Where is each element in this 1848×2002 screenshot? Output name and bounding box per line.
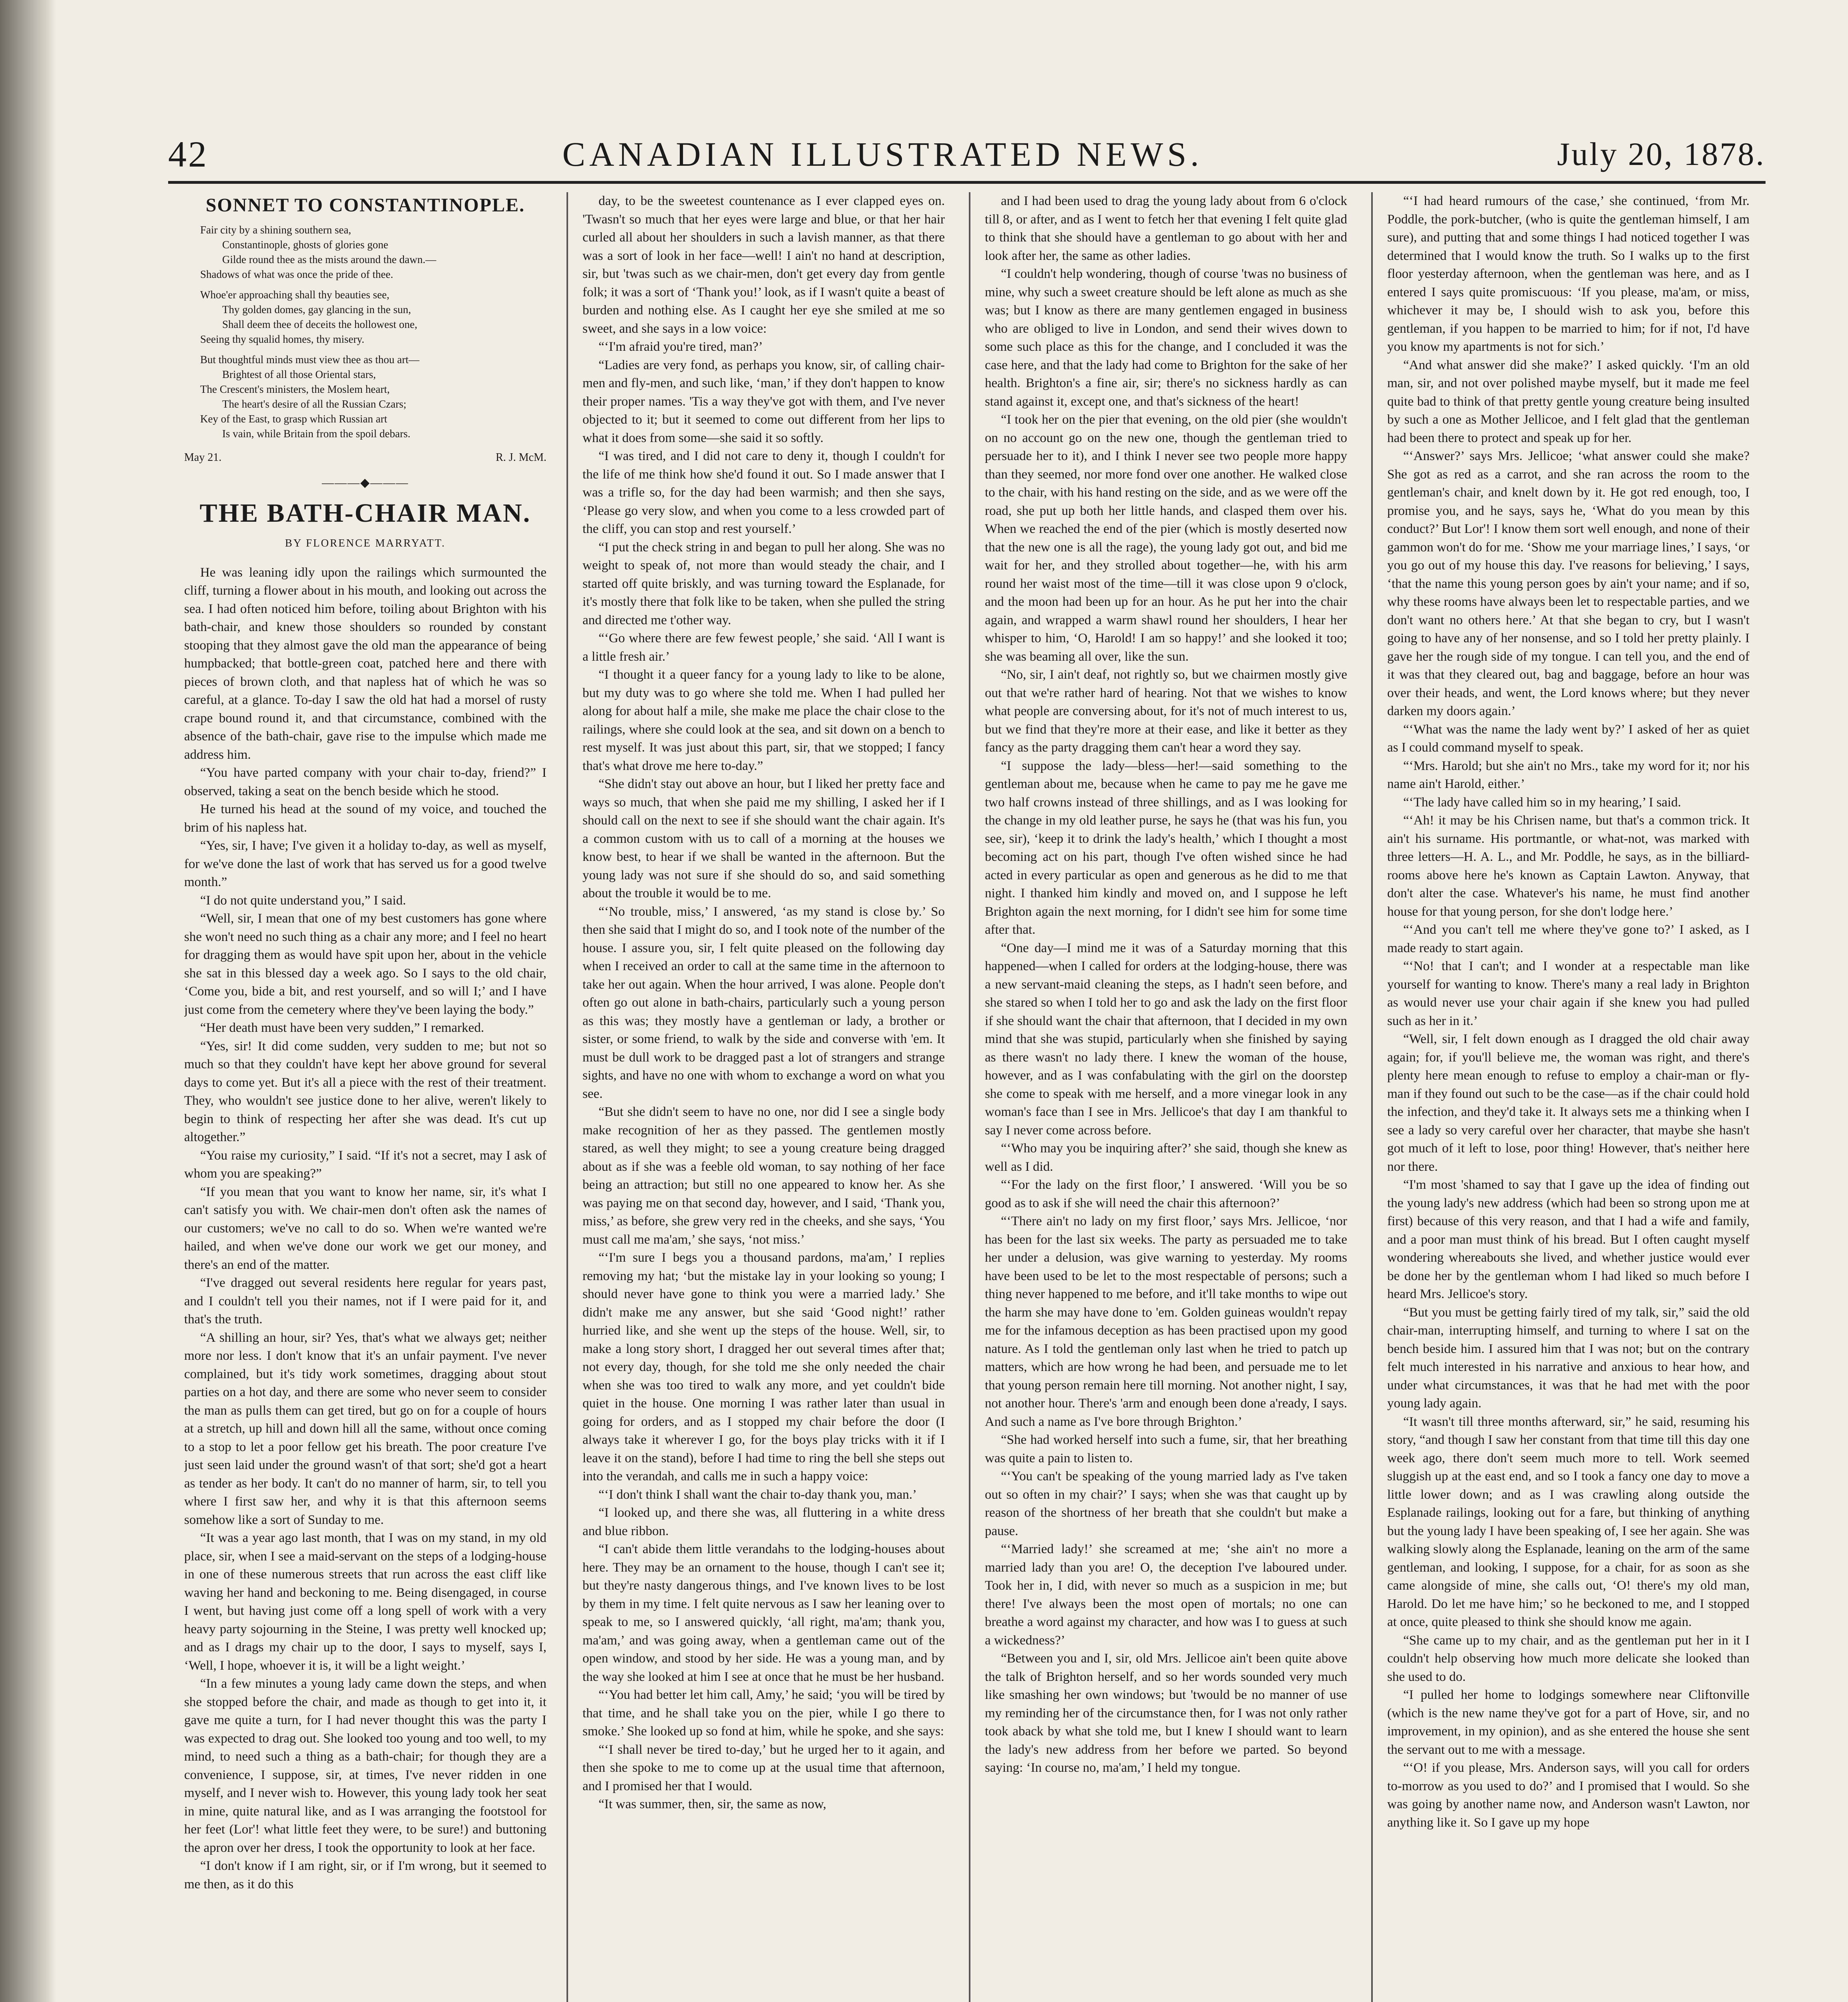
paragraph: “She came up to my chair, and as the gentleman put her in it I couldn't help observing how much more delicate she looked than she used to do. [1387, 1633, 1750, 1684]
paragraph: “I took her on the pier that evening, on the old pier (she wouldn't on no account go on the new one, though the gentleman tried to persuade her to it), and I think I never see two people more happy than they seemed, nor more fond over one another. He walked close to the chair, with his hand resting on the side, and as we were off the road, she put up both her little hands, and clasped them over his. When we reached the end of the pier (which is mostly deserted now that the new one is all the rage), the young lady got out, and bid me wait for her, and they strolled about together—he, with his arm round her waist most of the time—till it was close upon 9 o'clock, and the moon had been up for an hour. As he put her into the chair again, and wrapped a warm shawl round her shoulders, I hear her whisper to him, ‘O, Harold! I am so happy!’ and she looked it too; she was beaming all over, like the sun. [985, 412, 1347, 664]
publication-title: CANADIAN ILLUSTRATED NEWS. [562, 135, 1203, 173]
page-number: 42 [168, 134, 208, 175]
paragraph: He turned his head at the sound of my voice, and touched the brim of his napless hat. [184, 802, 546, 835]
paragraph: “‘No trouble, miss,’ I answered, ‘as my stand is close by.’ So then she said that I might do so, and I took note of the number of the house. I assure you, sir, I felt quite pleased on the following day when I received an order to call at the same time in the afternoon to take her out again. When the hour arrived, I was alone. People don't often go out alone in bath-chairs, particularly such a young person as this was; they mostly have a gentleman or lady, a brother or sister, or some friend, to walk by the side and converse with 'em. It must be dull work to be dragged past a lot of strangers and strange sights, and have no one with whom to exchange a word on what you see. [583, 904, 945, 1101]
paragraph: “I'm most 'shamed to say that I gave up the idea of finding out the young lady's new address (which had been so strong upon me at first) because of this very reason, and that I had a wife and family, and a poor man must think of his bread. But I often caught myself wondering whereabouts she lived, and whether justice would ever be done her by the gentleman whom I had liked so much before I heard Mrs. Jellicoe's story. [1387, 1178, 1750, 1301]
paragraph: “I was tired, and I did not care to deny it, though I couldn't for the life of me think how she'd found it out. So I made answer that I was a trifle so, for the day had been warmish; and then she says, ‘Please go very slow, and when you come to a less crowded part of the cliff, you can stop and rest yourself.’ [583, 449, 945, 536]
paragraph: “I put the check string in and began to pull her along. She was no weight to speak of, not more than would steady the chair, and I started off quite briskly, and was turning toward the Esplanade, for it's mostly there that folk like to be taken, when she pulled the string and directed me t'other way. [583, 540, 945, 627]
poem-line: Brightest of all those Oriental stars, [222, 368, 376, 380]
paragraph: “She didn't stay out above an hour, but I liked her pretty face and ways so much, that when she paid me my shilling, I asked her if I should call on the next to see if she should want the chair again. It's a common custom with us to call of a morning at the houses we know best, to hear if we shall be wanted in the afternoon. But the young lady was not sure if she should do so, and said something about the trouble it would be to me. [583, 777, 945, 900]
paragraph: “Between you and I, sir, old Mrs. Jellicoe ain't been quite above the talk of Brighton herself, and so her words sounded very much like smashing her own windows; but 'twould be no manner of use my reminding her of the circumstance then, for I was not only rather took aback by what she told me, but I knew I should want to learn the lady's new address from her before we parted. So beyond saying: ‘In course no, ma'am,’ I held my tongue. [985, 1651, 1347, 1775]
poem-line: Seeing thy squalid homes, thy misery. [200, 333, 364, 345]
paragraph: “And what answer did she make?’ I asked quickly. ‘I'm an old man, sir, and not over polished maybe myself, but it made me feel quite bad to think of that pretty gentle young creature being insulted by such a one as Mother Jellicoe, and I felt glad that the gentleman had been there to protect and speak up for her. [1387, 358, 1750, 445]
poem-line: But thoughtful minds must view thee as thou art— [200, 353, 420, 366]
paragraph: “No, sir, I ain't deaf, not rightly so, but we chairmen mostly give out that we're rather hard of hearing. Not that we wishes to know what people are conversing about, for it's not of much interest to us, but we find that they're more at their ease, and like it better as they fancy as the party dragging them can't hear a word they say. [985, 667, 1347, 755]
paragraph: “‘There ain't no lady on my first floor,’ says Mrs. Jellicoe, ‘nor has been for the last six weeks. The party as persuaded me to take her under a delusion, was give warning to yesterday. My rooms have been used to be let to the most respectable of persons; such a thing never happened to me before, and it'll take months to wipe out the harm she may have done to 'em. Golden guineas wouldn't repay me for the infamous deception as has been practised upon my good nature. As I told the gentleman only last when he tried to patch up matters, which are how wrong he had been, and persuade me to let that young person remain here till morning. Not another night, I say, not another hour. There's 'arm and enough been done a'ready, I says. And such a name as I've bore through Brighton.’ [985, 1214, 1347, 1429]
paragraph: “‘Answer?’ says Mrs. Jellicoe; ‘what answer could she make? She got as red as a carrot, and she ran across the room to the gentleman's chair, and knelt down by it. He got red enough, too, I promise you, and he says, says he, ‘What do you mean by this conduct?’ But Lor'! I know them sort well enough, and none of their gammon won't do for me. ‘Show me your marriage lines,’ I says, ‘or you go out of my house this day. I've reasons for believing,’ I says, ‘that the name this young person goes by ain't your name; and if so, why these rooms have always been let to respectable parties, and we don't want no others here.’ At that she began to cry, but I wasn't going to have any of her nonsense, and so I told her pretty plainly. I gave her the rough side of my tongue. I can tell you, and the end of it was that they cleared out, bag and baggage, before an hour was over their heads, and went, the Lord knows where; but they never darken my doors again.’ [1387, 449, 1750, 718]
paragraph: and I had been used to drag the young lady about from 6 o'clock till 8, or after, and as I went to fetch her that evening I felt quite glad to think that she should have a gentleman to go about with her and look after her, the same as other ladies. [985, 194, 1347, 263]
column-2 [583, 192, 945, 2002]
paragraph: “Well, sir, I mean that one of my best customers has gone where she won't need no such thing as a chair any more; and I feel no heart for dragging them as would have spit upon her, about in the vehicle she sat in this blessed day a week ago. So I says to the old chair, ‘Come you, bide a bit, and rest yourself, and so will I;’ and I have just come from the cemetery where they've been laying the body.” [184, 911, 546, 1017]
paragraph: “‘Married lady!’ she screamed at me; ‘she ain't no more a married lady than you are! O, the deception I've laboured under. Took her in, I did, with never so much as a suspicion in me; but there! I've always been the most open of mortals; no one can breathe a word against my character, and how was I to guess at such a wickedness?’ [985, 1542, 1347, 1648]
column-4 [1387, 192, 1750, 2002]
section-divider: ———◆——— [321, 476, 409, 489]
paragraph: day, to be the sweetest countenance as I ever clapped eyes on. 'Twasn't so much that her eyes were large and blue, or that her hair curled all about her shoulders in such a lavish manner, as that there was a sort of look in her face—well! I ain't no hand at description, sir, but 'twas such as we chair-men, don't get every day from gentle folk; it was a sort of ‘Thank you!’ look, as if I wasn't quite a beast of burden and nothing else. As I caught her eye she smiled at me so sweet, and she says in a low voice: [583, 194, 945, 336]
header-rule [168, 181, 1766, 184]
column-1-body [184, 564, 546, 1894]
paragraph: “I've dragged out several residents here regular for years past, and I couldn't tell you their names, not if I were paid for it, and that's the truth. [184, 1276, 546, 1327]
paragraph: “Yes, sir! It did come sudden, very sudden to me; but not so much so that they couldn't have kept her above ground for several days to come yet. But it's all a piece with the rest of their treatment. They, who wouldn't see justice done to her alive, weren't likely to begin to think of respecting her after she was dead. It's cut up altogether.” [184, 1039, 546, 1144]
paragraph: “You have parted company with your chair to-day, friend?” I observed, taking a seat on the bench beside which he stood. [184, 766, 546, 798]
poem-line: The heart's desire of all the Russian Czars; [222, 398, 406, 410]
paragraph: “Yes, sir, I have; I've given it a holiday to-day, as well as myself, for we've done the last of work that has served us for a good twelve month.” [184, 838, 546, 889]
paragraph: “A shilling an hour, sir? Yes, that's what we always get; neither more nor less. I don't know that it's an unfair payment. I've never complained, but it's tidy work sometimes, dragging about stout parties on a hot day, and there are some who never seem to consider the man as pulls them can get tired, but go on for a couple of hours at a stretch, up hill and down hill all the same, without once coming to a stop to let a poor fellow get his breath. The poor creature I've just seen laid under the ground wasn't of that sort; she'd got a heart as tender as her body. It can't do no manner of harm, sir, to tell you where I first saw her, and why it is that this afternoon seems somehow like a sort of Sunday to me. [184, 1330, 546, 1527]
column-rule [969, 192, 970, 2002]
issue-date: July 20, 1878. [1557, 136, 1766, 172]
paragraph: “I can't abide them little verandahs to the lodging-houses about here. They may be an ornament to the house, though I can't see it; but they're nasty dangerous things, and I've known lives to be lost by them in my time. I felt quite nervous as I saw her leaning over to speak to me, so I answered quickly, ‘all right, ma'am; thank you, ma'am,’ and was going away, when a gentleman came out of the open window, and stood by her side. He was a young man, and by the way she looked at him I see at once that he must be her husband. [583, 1542, 945, 1684]
paragraph: “If you mean that you want to know her name, sir, it's what I can't satisfy you with. We chair-men don't often ask the names of our customers; we've no call to do so. When we're wanted we're hailed, and when we've done our work we get our money, and there's an end of the matter. [184, 1184, 546, 1272]
column-rule [1371, 192, 1373, 2002]
column-3-body [985, 192, 1347, 1777]
poem-line: Whoe'er approaching shall thy beauties see, [200, 288, 390, 301]
sonnet-author: R. J. McM. [496, 451, 546, 464]
masthead [168, 132, 1766, 176]
sonnet-title: SONNET TO CONSTANTINOPLE. [205, 195, 525, 216]
paragraph: “She had worked herself into such a fume, sir, that her breathing was quite a pain to listen to. [985, 1433, 1347, 1465]
paragraph: “I looked up, and there she was, all fluttering in a white dress and blue ribbon. [583, 1506, 945, 1538]
poem-line: Thy golden domes, gay glancing in the sun, [222, 303, 411, 316]
poem-line: Shadows of what was once the pride of thee. [200, 268, 394, 280]
sonnet-signature [184, 448, 546, 467]
paragraph: “‘Mrs. Harold; but she ain't no Mrs., take my word for it; nor his name ain't Harold, either.’ [1387, 758, 1750, 791]
paragraph: “‘For the lady on the first floor,’ I answered. ‘Will you be so good as to ask if she will need the chair this afternoon?’ [985, 1178, 1347, 1210]
story-title: THE BATH-CHAIR MAN. [199, 498, 531, 528]
column-1 [184, 192, 546, 2002]
paragraph: “‘O! if you please, Mrs. Anderson says, will you call for orders to-morrow as you used to do?’ and I promised that I would. So she was going by another name now, and Anderson wasn't Lawton, nor anything like it. So I gave up my hope [1387, 1761, 1750, 1830]
paragraph: “Ladies are very fond, as perhaps you know, sir, of calling chair-men and fly-men, and such like, ‘man,’ if they don't happen to know their proper names. 'Tis a way they've got with them, and I've never objected to it; but it seemed to come out different from her lips to what it does from some—she said it so softly. [583, 358, 945, 445]
paragraph: “‘Go where there are few fewest people,’ she said. ‘All I want is a little fresh air.’ [583, 631, 945, 664]
paragraph: “‘I'm afraid you're tired, man?’ [599, 340, 763, 354]
column-rule [566, 192, 568, 2002]
paragraph: “I thought it a queer fancy for a young lady to like to be alone, but my duty was to go where she told me. When I had pulled her along for about half a mile, she make me place the chair close to the railings, where she could look at the sea, and sit down on a bench to rest myself. It was just about this part, sir, that we stopped; I fancy that's what drove me here to-day.” [583, 667, 945, 773]
poem-line: Key of the East, to grasp which Russian art [200, 412, 388, 425]
paragraph: “‘Who may you be inquiring after?’ she said, though she knew as well as I did. [985, 1141, 1347, 1174]
paragraph: “‘I had heard rumours of the case,’ she continued, ‘from Mr. Poddle, the pork-butcher, (who is quite the gentleman himself, I am sure), and putting that and some things I had noticed together I was determined that I would know the truth. So I walks up to the first floor yesterday afternoon, when the gentleman was here, and as I entered I says quite promiscuous: ‘If you please, ma'am, or miss, whichever it may be, I should wish to ask you, before this gentleman, if you happen to be married to him; for if not, I'd have you know my apartments is not for sich.’ [1387, 194, 1750, 354]
paragraph: “‘You can't be speaking of the young married lady as I've taken out so often in my chair?’ I says; when she was that caught up by reason of the shortness of her breath that she couldn't but make a pause. [985, 1469, 1347, 1538]
paragraph: “Well, sir, I felt down enough as I dragged the old chair away again; for, if you'll believe me, the woman was right, and there's plenty here mean enough to refuse to employ a chair-man or fly-man if they found out such to be the case—as if the chair could hold the infection, and they'd take it. It always sets me a thinking when I see a lady so very careful over her character, that maybe she hasn't got much of it left to lose, poor thing! However, that's neither here nor there. [1387, 1032, 1750, 1174]
paragraph: “‘I'm sure I begs you a thousand pardons, ma'am,’ I replies removing my hat; ‘but the mistake lay in your looking so young; I should never have gone to think you were a married lady.’ She didn't make me any answer, but she said ‘Good night!’ rather hurried like, and she went up the steps of the house. Well, sir, to make a long story short, I dragged her out several times after that; not every day, though, for she told me she only needed the chair when she was too tired to walk any more, and yet couldn't bide quiet in the house. One morning I was rather later than usual in going for orders, and as I stopped my chair before the door (I always take it wherever I go, for the boys play tricks with it if I leave it on the stand), before I had time to ring the bell she steps out into the verandah, and calls me in such a happy voice: [583, 1250, 945, 1483]
paragraph: “‘Ah! it may be his Chrisen name, but that's a common trick. It ain't his surname. His portmantle, or what-not, was marked with three letters—H. A. L., and Mr. Poddle, he says, as in the billiard-rooms above here he's known as Captain Lawton. Anyway, that don't alter the case. Whatever's his name, he must find another house for that young person, for she don't lodge here.’ [1387, 813, 1750, 919]
paragraph: “I couldn't help wondering, though of course 'twas no business of mine, why such a sweet creature should be left alone as much as she was; but I know as there are many gentlemen engaged in business who are obliged to live in London, and send their wives down to some such place as this for the change, and I concluded it was the case here, and that the lady had come to Brighton for the sake of her health. Brighton's a fine air, sir; there's no sickness hardly as can stand against it, except one, and that's sickness of the heart! [985, 267, 1347, 409]
poem-line: Is vain, while Britain from the spoil debars. [222, 427, 411, 440]
column-2-body [583, 192, 945, 1814]
paragraph: “But you must be getting fairly tired of my talk, sir,” said the old chair-man, interrupting himself, and turning to where I sat on the bench beside him. I assured him that I was not; but on the contrary felt much interested in his narrative and anxious to hear how, and under what circumstances, it was that he had met with the poor young lady again. [1387, 1305, 1750, 1411]
paragraph: “I do not quite understand you,” I said. [200, 893, 406, 908]
paragraph: “‘What was the name the lady went by?’ I asked of her as quiet as I could command myself to speak. [1387, 722, 1750, 755]
poem-line: Shall deem thee of deceits the hollowest one, [222, 318, 418, 330]
paragraph: He was leaning idly upon the railings which surmounted the cliff, turning a flower about in his mouth, and looking out across the sea. I had often noticed him before, toiling about Brighton with his bath-chair, and knew those shoulders so rounded by constant stooping that they almost gave the old man the appearance of being humpbacked; that bottle-green coat, patched here and there with pieces of brown cloth, and that napless hat of which he was so careful, at a glance. To-day I saw the old hat had a morsel of rusty crape bound round it, and that circumstance, combined with the absence of the bath-chair, gave rise to the impulse which made me address him. [184, 565, 546, 762]
paragraph: “I don't know if I am right, sir, or if I'm wrong, but it seemed to me then, as it do this [184, 1859, 546, 1891]
page-binding-shadow [0, 0, 56, 2002]
paragraph: “I suppose the lady—bless—her!—said something to the gentleman about me, because when he came to pay me he gave me two half crowns instead of three shillings, and as I was looking for the change in my old leather purse, he says he (that was his fun, you see, sir), ‘keep it to drink the lady's health,’ which I thought a most becoming act on his part, though I've often wished since he had acted in every particular as open and generous as he did to me that night. I thanked him kindly and moved on, and I suppose he left Brighton again the next morning, for I didn't see him for some time after that. [985, 758, 1347, 937]
paragraph: “One day—I mind me it was of a Saturday morning that this happened—when I called for orders at the lodging-house, there was a new servant-maid cleaning the steps, as I hadn't seen before, and she stared so when I told her to go and ask the lady on the first floor if she should want the chair that afternoon, that I decided in my own mind that she was stupid, particularly when she finished by saying as there wasn't no lady there. I knew the woman of the house, however, and as I was confabulating with the girl on the doorstep she come to speak with me herself, and a more vinegar look in any woman's face than I see in Mrs. Jellicoe's that day I am thankful to say I never come across before. [985, 941, 1347, 1138]
paragraph: “‘You had better let him call, Amy,’ he said; ‘you will be tired by that time, and he shall take you on the pier, while I go there to smoke.’ She looked up so fond at him, while he spoke, and she says: [583, 1688, 945, 1739]
paragraph: “But she didn't seem to have no one, nor did I see a single body make recognition of her as they passed. The gentlemen mostly stared, as well they might; to see a young creature being dragged about as if she was a feeble old woman, to say nothing of her face being an attraction; but still no one appeared to know her. As she was paying me on that second day, however, and I said, ‘Thank you, miss,’ as before, she grew very red in the cheeks, and she says, ‘You must call me ma'am,’ she says, ‘not miss.’ [583, 1105, 945, 1247]
sonnet-date: May 21. [184, 451, 222, 464]
column-3 [985, 192, 1347, 2002]
paragraph: “‘I don't think I shall want the chair to-day thank you, man.’ [599, 1487, 917, 1502]
paragraph: “It was a year ago last month, that I was on my stand, in my old place, sir, when I see a maid-servant on the steps of a lodging-house in one of these numerous streets that run across the east cliff like waving her hand and beckoning to me. Being disengaged, in course I went, but having just come off a long spell of work with a very heavy party sojourning in the Steine, I was pretty well knocked up; and as I drags my chair up to the door, I says to myself, says I, ‘Well, I hope, whoever it is, it will be a light weight.’ [184, 1531, 546, 1673]
paragraph: “It wasn't till three months afterward, sir,” he said, resuming his story, “and though I saw her constant from that time till this day one week ago, there don't seem much more to tell. Work seemed sluggish up at the east end, and so I took a fancy one day to move a little lower down; and as I was crawling along outside the Esplanade railings, looking out for a fare, but thinking of anything but the young lady I have been speaking of, I see her again. She was walking slowly along the Esplanade, leaning on the arm of the same gentleman, and looking, I suppose, for a chair, for as soon as she came alongside of mine, she calls out, ‘O! there's my old man, Harold. Do let me have him;’ so he beckoned to me, and I stopped at once, quite pleased to think she should know me again. [1387, 1414, 1750, 1629]
paragraph: “It was summer, then, sir, the same as now, [599, 1797, 826, 1811]
column-4-body [1387, 192, 1750, 1832]
paragraph: “Her death must have been very sudden,” I remarked. [200, 1021, 484, 1035]
sonnet-text [184, 223, 546, 441]
story-byline: BY FLORENCE MARRYATT. [285, 537, 446, 549]
paragraph: “‘The lady have called him so in my hearing,’ I said. [1403, 795, 1681, 810]
poem-line: The Crescent's ministers, the Moslem heart, [200, 383, 390, 395]
paragraph: “In a few minutes a young lady came down the steps, and when she stopped before the chair, and made as though to get into it, it gave me quite a turn, for I had never thought this was the party I was expected to drag out. She looked too young and too well, to my mind, to need such a thing as a bath-chair; for though they are a convenience, I suppose, sir, at times, I've never ridden in one myself, and I never wish to. However, this young lady took her seat in mine, quite natural like, and as I was arranging the footstool for her feet (Lor'! what little feet they were, to be sure!) and buttoning the apron over her dress, I took the opportunity to look at her face. [184, 1676, 546, 1855]
paragraph: “‘And you can't tell me where they've gone to?’ I asked, as I made ready to start again. [1387, 923, 1750, 955]
paragraph: “‘No! that I can't; and I wonder at a respectable man like yourself for wanting to know. There's many a real lady in Brighton as would never use your chair again if she knew you had pulled such as her in it.’ [1387, 959, 1750, 1028]
paragraph: “‘I shall never be tired to-day,’ but he urged her to it again, and then she spoke to me to come up at the usual time that afternoon, and I promised her that I would. [583, 1742, 945, 1793]
poem-line: Gilde round thee as the mists around the dawn.— [222, 253, 436, 265]
poem-line: Fair city by a shining southern sea, [200, 223, 352, 236]
paragraph: “I pulled her home to lodgings somewhere near Cliftonville (which is the new name they've got for a part of Hove, sir, and no improvement, in my opinion), and as she entered the house she sent the servant out to me with a message. [1387, 1688, 1750, 1757]
paragraph: “You raise my curiosity,” I said. “If it's not a secret, may I ask of whom you are speaking?” [184, 1148, 546, 1181]
poem-line: Constantinople, ghosts of glories gone [222, 238, 388, 251]
